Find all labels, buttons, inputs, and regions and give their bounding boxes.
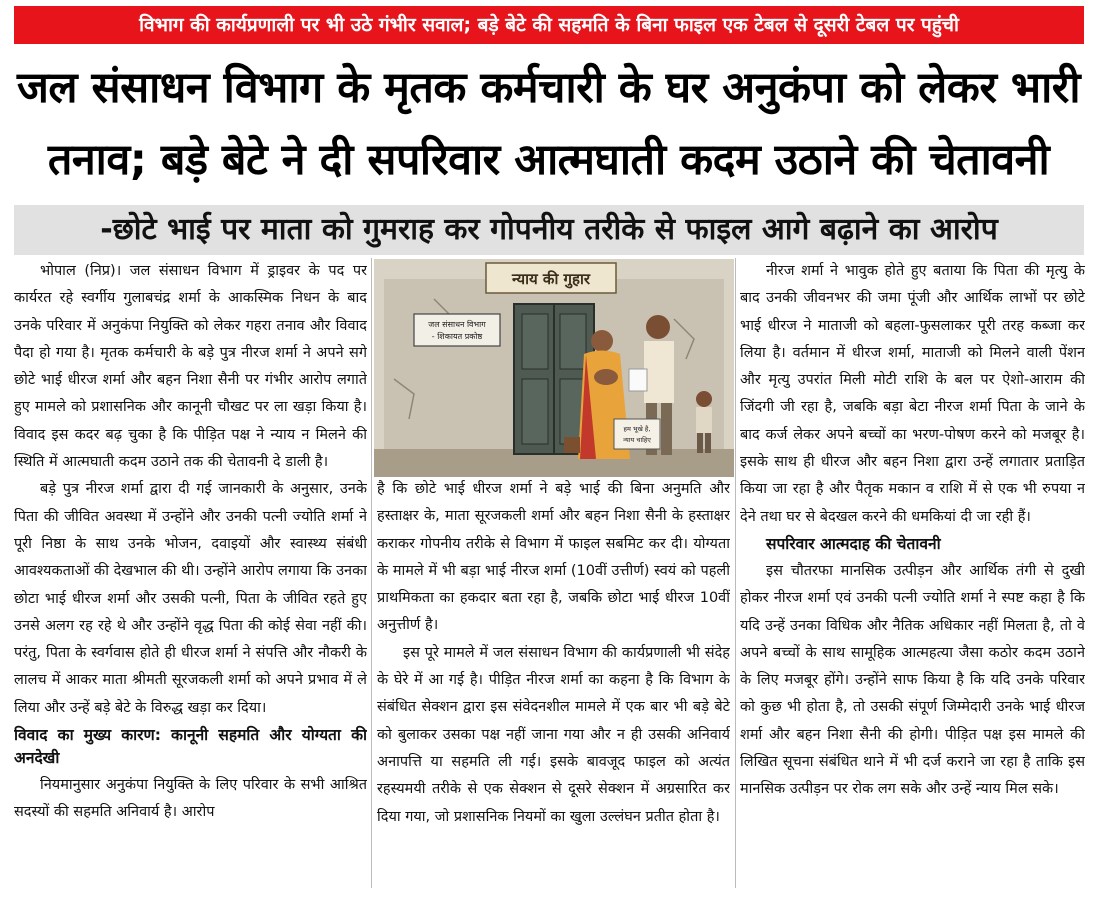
kicker-banner: विभाग की कार्यप्रणाली पर भी उठे गंभीर सवाल; बड़े बेटे की सहमति के बिना फाइल एक टेबल से दूसरी टेबल पर पहुंची (14, 6, 1084, 44)
article-column-1 (14, 258, 367, 890)
section-heading: विवाद का मुख्य कारण: कानूनी सहमति और योग्यता की अनदेखी (14, 726, 367, 768)
office-sign-line-1: जल संसाधन विभाग (428, 320, 486, 329)
headline-line-1: जल संसाधन विभाग के मृतक कर्मचारी के घर अनुकंपा को लेकर भारी (17, 63, 1080, 113)
paragraph: नियमानुसार अनुकंपा नियुक्ति के लिए परिवार के सभी आश्रित सदस्यों की सहमति अनिवार्य है। आरोप (14, 777, 367, 821)
column-divider (735, 258, 736, 888)
headline (8, 52, 1089, 196)
paragraph: भोपाल (निप्र)। जल संसाधन विभाग में ड्राइवर के पद पर कार्यरत रहे स्वर्गीय गुलाबचंद्र शर्मा के आकस्मिक निधन के बाद उनके परिवार में अनुकंपा नियुक्ति को लेकर गहरा तनाव और विवाद पैदा हो गया है। मृतक कर्मचारी के बड़े पुत्र नीरज शर्मा ने अपने सगे छोटे भाई धीरज शर्मा और बहन निशा सैनी पर गंभीर आरोप लगाते हुए मामले को प्रशासनिक और कानूनी चौखट पर ला खड़ा किया है। विवाद इस कदर बढ़ चुका है कि पीड़ित पक्ष ने न्याय न मिलने की स्थिति में आत्मघाती कदम उठाने तक की चेतावनी दे डाली है। (14, 263, 367, 471)
paragraph: इस चौतरफा मानसिक उत्पीड़न और आर्थिक तंगी से दुखी होकर नीरज शर्मा एवं उनकी पत्नी ज्योति शर्मा ने स्पष्ट कहा है कि यदि उन्हें उनका विधिक और नैतिक अधिकार नहीं मिलता है, तो वे अपने बच्चों के साथ सामूहिक आत्महत्या जैसा कठोर कदम उठाने के लिए मजबूर होंगे। उन्होंने साफ किया है कि यदि उनके परिवार को कुछ भी होता है, तो उसकी संपूर्ण जिम्मेदारी उनके भाई धीरज शर्मा और बहन निशा सैनी की होगी। पीड़ित पक्ष इस मामले की लिखित सूचना संबंधित थाने में भी दर्ज कराने जा रहा है ताकि इस मानसिक उत्पीड़न पर रोक लग सके और उन्हें न्याय मिल सके। (740, 562, 1085, 798)
illustration-svg (374, 259, 734, 477)
column-divider (371, 258, 372, 888)
paragraph: नीरज शर्मा ने भावुक होते हुए बताया कि पिता की मृत्यु के बाद उनकी जीवनभर की जमा पूंजी और आर्थिक लाभों पर छोटे भाई धीरज ने माताजी को बहला-फुसलाकर पूरी तरह कब्जा कर लिया है। वर्तमान में धीरज शर्मा, माताजी को मिलने वाली पेंशन और मृत्यु उपरांत मिली मोटी राशि के बल पर ऐशो-आराम की जिंदगी जी रहा है, जबकि बड़ा बेटा नीरज शर्मा पिता के जाने के बाद कर्ज लेकर अपने बच्चों का भरण-पोषण करने को मजबूर है। इसके साथ ही धीरज और बहन निशा द्वारा उन्हें लगातार प्रताड़ित किया जा रहा है और पैतृक मकान व राशि में से एक भी रुपया न देने तथा घर से बेदखल करने की धमकियां दी जा रही हैं। (740, 263, 1085, 525)
headline-line-2: तनाव; बड़े बेटे ने दी सपरिवार आत्मघाती कदम उठाने की चेतावनी (47, 135, 1050, 185)
paragraph: बड़े पुत्र नीरज शर्मा द्वारा दी गई जानकारी के अनुसार, उनके पिता की जीवित अवस्था में उन्होंने और उनकी पत्नी ज्योति शर्मा ने पूरी निष्ठा के साथ उनके भोजन, दवाइयों और स्वास्थ्य संबंधी आवश्यकताओं की देखभाल की थी। उन्होंने आरोप लगाया कि उनका छोटा भाई धीरज शर्मा और उसकी पत्नी, पिता के जीवित रहते हुए उनसे अलग रह रहे थे और उन्होंने वृद्ध पिता की कोई सेवा नहीं की। परंतु, पिता के स्वर्गवास होते ही धीरज शर्मा ने संपत्ति और नौकरी के लालच में आकर माता श्रीमती सूरजकली शर्मा को अपने प्रभाव में ले लिया और उन्हें बड़े बेटे के विरुद्ध खड़ा कर दिया। (14, 481, 367, 716)
illustration-banner-text: न्याय की गुहार (512, 270, 590, 288)
article-column-3 (740, 258, 1085, 890)
office-sign-line-2: - शिकायत प्रकोष्ठ (431, 332, 483, 341)
section-heading: सपरिवार आत्मदाह की चेतावनी (766, 534, 941, 553)
article-illustration (374, 259, 734, 477)
paragraph: है कि छोटे भाई धीरज शर्मा ने बड़े भाई की बिना अनुमति और हस्ताक्षर के, माता सूरजकली शर्मा और बहन निशा सैनी के हस्ताक्षर कराकर गोपनीय तरीके से विभाग में फाइल सबमिट कर दी। योग्यता के मामले में भी बड़ा भाई नीरज शर्मा (10वीं उत्तीर्ण) स्वयं को पहली प्राथमिकता का हकदार बता रहा है, जबकि छोटा भाई धीरज 10वीं अनुत्तीर्ण है। (377, 481, 730, 634)
paragraph: इस पूरे मामले में जल संसाधन विभाग की कार्यप्रणाली भी संदेह के घेरे में आ गई है। पीड़ित नीरज शर्मा का कहना है कि विभाग के संबंधित सेक्शन द्वारा इस संवेदनशील मामले में एक बार भी बड़े बेटे को बुलाकर उसका पक्ष नहीं जाना गया और न ही उसकी अनिवार्य अनापत्ति या सहमति ली गई। इसके बावजूद फाइल को अत्यंत रहस्यमयी तरीके से एक सेक्शन से दूसरे सेक्शन में अग्रसारित कर दिया गया, जो प्रशासनिक नियमों का खुला उल्लंघन प्रतीत होता है। (377, 644, 730, 825)
article-column-2 (377, 476, 730, 890)
subheadline: -छोटे भाई पर माता को गुमराह कर गोपनीय तरीके से फाइल आगे बढ़ाने का आरोप (14, 205, 1084, 255)
placard-line-2: न्याय चाहिए (623, 436, 651, 444)
placard-line-1: हम भूखे है, (623, 425, 651, 433)
